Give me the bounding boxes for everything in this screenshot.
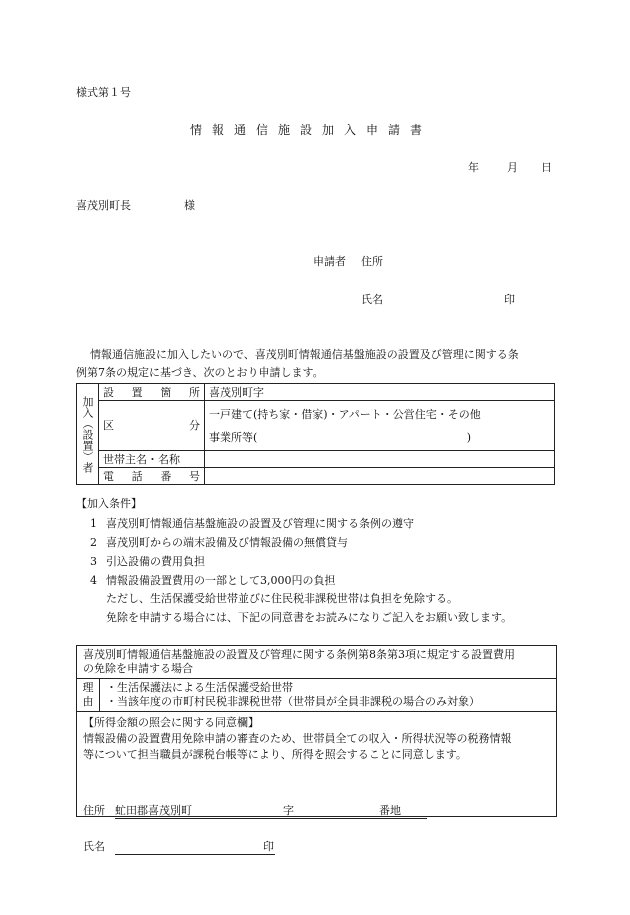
consent-banchi: 番地	[379, 804, 401, 817]
page-title: 情報通信施設加入申請書	[190, 123, 433, 137]
reason-label-1: 理	[82, 681, 94, 694]
business-prefix: 事業所等(	[209, 430, 258, 444]
consent-section	[77, 712, 556, 853]
consent-heading: 【所得金額の照会に関する同意欄】	[83, 716, 259, 729]
date-year-label: 年	[468, 161, 479, 174]
date-month-label: 月	[507, 161, 518, 174]
condition-text-4: 情報設備設置費用の一部として3,000円の負担	[106, 574, 336, 587]
row-label-location: 設 置 箇 所	[99, 384, 205, 401]
conditions-heading: 【加入条件】	[76, 497, 142, 510]
applicant-group-label: 加入︵設置︶者	[77, 384, 99, 485]
consent-aza: 字	[283, 804, 294, 817]
category-value[interactable]	[205, 401, 555, 451]
application-table	[76, 383, 555, 485]
addressee-honorific: 様	[184, 199, 195, 212]
applicant-seal: 印	[504, 293, 515, 306]
consent-name-field[interactable]	[115, 840, 275, 855]
reason-tax-exempt: ・当該年度の市町村民税非課税世帯（世帯員が全員非課税の場合のみ対象）	[106, 695, 480, 708]
row-label-category: 区 分	[99, 401, 205, 451]
business-suffix: )	[466, 430, 471, 444]
condition-text-2: 喜茂別町からの端末設備及び情報設備の無償貸与	[106, 536, 348, 549]
condition-num-3: 3	[90, 555, 97, 568]
date-day-label: 日	[541, 161, 552, 174]
applicant-label: 申請者	[313, 255, 346, 268]
exemption-box	[76, 645, 557, 853]
reason-welfare: ・生活保護法による生活保護受給世帯	[106, 681, 293, 694]
addressee-name: 喜茂別町長	[76, 199, 131, 212]
row-label-householder: 世帯主名・名称	[99, 451, 205, 468]
exemption-reason	[77, 679, 556, 712]
consent-name-label: 氏名	[83, 840, 105, 853]
applicant-name-label: 氏名	[361, 293, 383, 306]
exemption-title-line-1: 喜茂別町情報通信基盤施設の設置及び管理に関する条例第8条第3項に規定する設置費用	[83, 648, 515, 661]
condition-note-2: 免除を申請する場合には、下記の同意書をお読みになりご記入をお願い致します。	[106, 611, 513, 624]
category-options[interactable]: 一戸建て(持ち家・借家)・アパート・公営住宅・その他	[209, 407, 481, 421]
consent-seal: 印	[263, 840, 274, 853]
exemption-title	[77, 646, 556, 679]
condition-text-3: 引込設備の費用負担	[106, 555, 205, 568]
consent-line-2: 等について担当職員が課税台帳等により、所得を照会することに同意します。	[83, 748, 467, 761]
intro-line-2: 例第7条の規定に基づき、次のとおり申請します。	[76, 366, 324, 379]
condition-num-1: 1	[90, 517, 97, 530]
consent-address-label: 住所	[83, 804, 105, 817]
householder-value[interactable]	[205, 451, 555, 468]
condition-num-2: 2	[90, 536, 97, 549]
condition-text-1: 喜茂別町情報通信基盤施設の設置及び管理に関する条例の遵守	[106, 517, 414, 530]
row-label-phone: 電 話 番 号	[99, 468, 205, 485]
consent-address-field[interactable]	[115, 804, 427, 819]
condition-note-1: ただし、生活保護受給世帯並びに住民税非課税世帯は負担を免除する。	[106, 592, 458, 605]
location-value[interactable]: 喜茂別町字	[205, 384, 555, 401]
consent-line-1: 情報設備の設置費用免除申請の審査のため、世帯員全ての収入・所得状況等の税務情報	[83, 732, 512, 745]
applicant-address-label: 住所	[361, 255, 383, 268]
consent-address-value: 虻田郡喜茂別町	[115, 804, 192, 817]
phone-value[interactable]	[205, 468, 555, 485]
intro-line-1: 情報通信施設に加入したいので、喜茂別町情報通信基盤施設の設置及び管理に関する条	[90, 348, 519, 361]
form-number: 様式第１号	[76, 86, 131, 99]
reason-label-2: 由	[82, 695, 94, 708]
condition-num-4: 4	[90, 574, 97, 587]
exemption-title-line-2: の免除を申請する場合	[83, 662, 193, 675]
